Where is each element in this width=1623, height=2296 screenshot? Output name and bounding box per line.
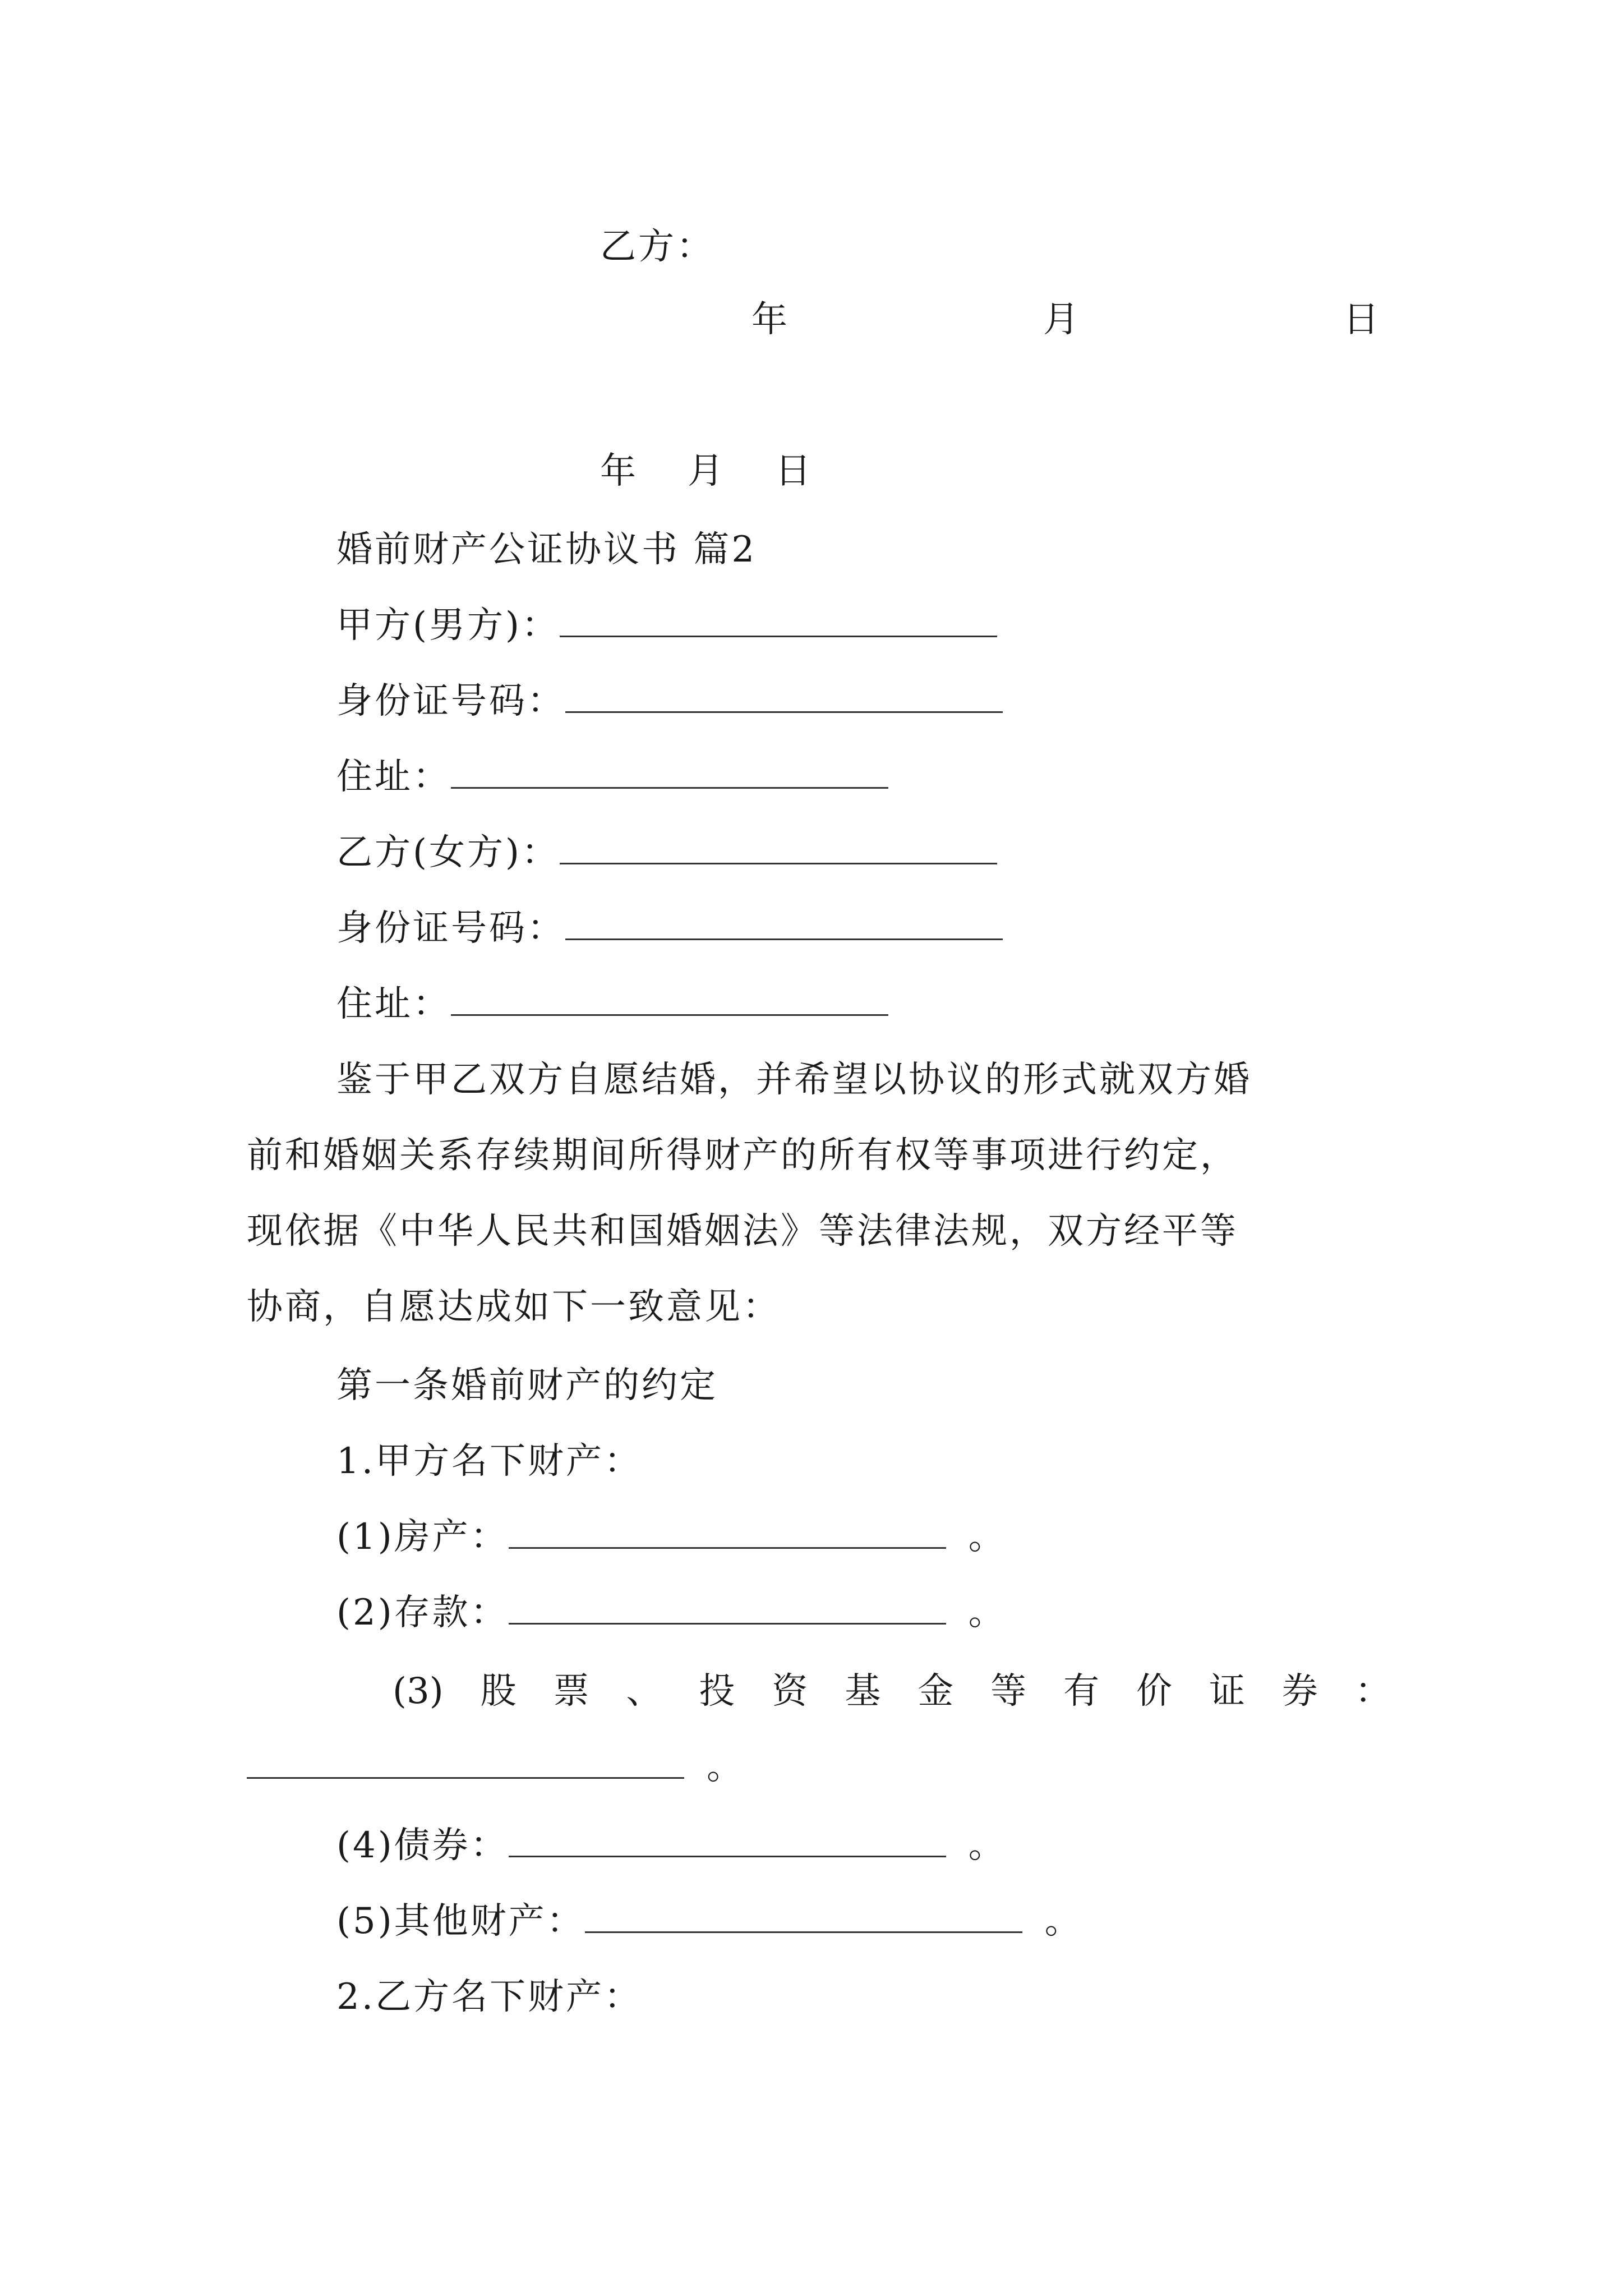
item-2-period: 。 [968,1592,1007,1634]
item-5-blank[interactable] [585,1900,1022,1933]
item-4-label: (4)债券： [336,1825,509,1866]
item-3-part: (3) [393,1671,444,1712]
date-year: 年 [751,299,790,341]
article-1-heading: 第一条婚前财产的约定 [336,1365,718,1406]
preamble-line-3: 现依据《中华人民共和国婚姻法》等法律法规，双方经平等 [247,1211,1238,1252]
item-3-part: 价 [1136,1671,1173,1712]
id-b-row [336,906,1003,951]
date-line: 年 月 日 [600,450,819,492]
item-3-part: 投 [699,1671,735,1712]
id-a-row [336,679,1003,724]
id-a-blank[interactable] [565,680,1003,713]
article-1-sub-1: 1.甲方名下财产： [336,1441,643,1482]
item-3-part: ： [1354,1671,1391,1712]
item-5-period: 。 [1044,1901,1083,1942]
item-5-label: (5)其他财产： [336,1901,585,1942]
date-month: 月 [1043,299,1081,341]
item-3-part: 证 [1209,1671,1245,1712]
party-a-label: 甲方(男方)： [336,605,560,646]
item-3-part: 等 [990,1671,1027,1712]
preamble-line-2: 前和婚姻关系存续期间所得财产的所有权等事项进行约定， [247,1135,1238,1176]
party-b-blank[interactable] [560,831,997,864]
item-1-label: (1)房产： [336,1516,509,1558]
address-a-row [336,754,888,799]
item-4-period: 。 [968,1825,1007,1866]
address-b-label: 住址： [336,983,451,1025]
item-3-part: 、 [626,1671,662,1712]
item-1-period: 。 [968,1516,1007,1558]
item-3-continuation [247,1745,745,1789]
item-2-label: (2)存款： [336,1592,509,1634]
preamble-line-4: 协商，自愿达成如下一致意见： [247,1286,781,1328]
item-2-row [336,1590,1007,1635]
item-3-part: 股 [480,1671,517,1712]
item-2-blank[interactable] [509,1591,946,1625]
address-a-label: 住址： [336,756,451,798]
id-b-blank[interactable] [565,907,1003,940]
item-4-blank[interactable] [509,1824,946,1857]
address-a-blank[interactable] [451,756,888,789]
date-day: 日 [1343,299,1381,341]
item-5-row [336,1899,1083,1944]
item-3-part: 票 [553,1671,589,1712]
address-b-row [336,982,888,1027]
party-a-blank[interactable] [560,604,997,637]
item-3-period: 。 [707,1746,745,1788]
item-3-justified-line [393,1669,1391,1714]
item-4-row [336,1823,1007,1868]
id-b-label: 身份证号码： [336,908,565,949]
party-a-row [336,603,997,648]
item-3-part: 有 [1063,1671,1100,1712]
item-1-row [336,1515,1007,1559]
item-3-blank[interactable] [247,1746,684,1779]
item-1-blank[interactable] [509,1516,946,1549]
item-3-part: 基 [845,1671,881,1712]
item-3-part: 资 [772,1671,808,1712]
preamble-line-1: 鉴于甲乙双方自愿结婚，并希望以协议的形式就双方婚 [336,1059,1252,1101]
document-title: 婚前财产公证协议书 篇2 [336,529,757,570]
id-a-label: 身份证号码： [336,680,565,722]
party-b-row [336,830,997,875]
article-1-sub-2: 2.乙方名下财产： [336,1976,643,2018]
item-3-part: 金 [917,1671,954,1712]
party-b-label: 乙方(女方)： [336,832,560,873]
party-b-signature-label: 乙方： [600,226,714,268]
item-3-part: 券 [1281,1671,1318,1712]
address-b-blank[interactable] [451,983,888,1016]
